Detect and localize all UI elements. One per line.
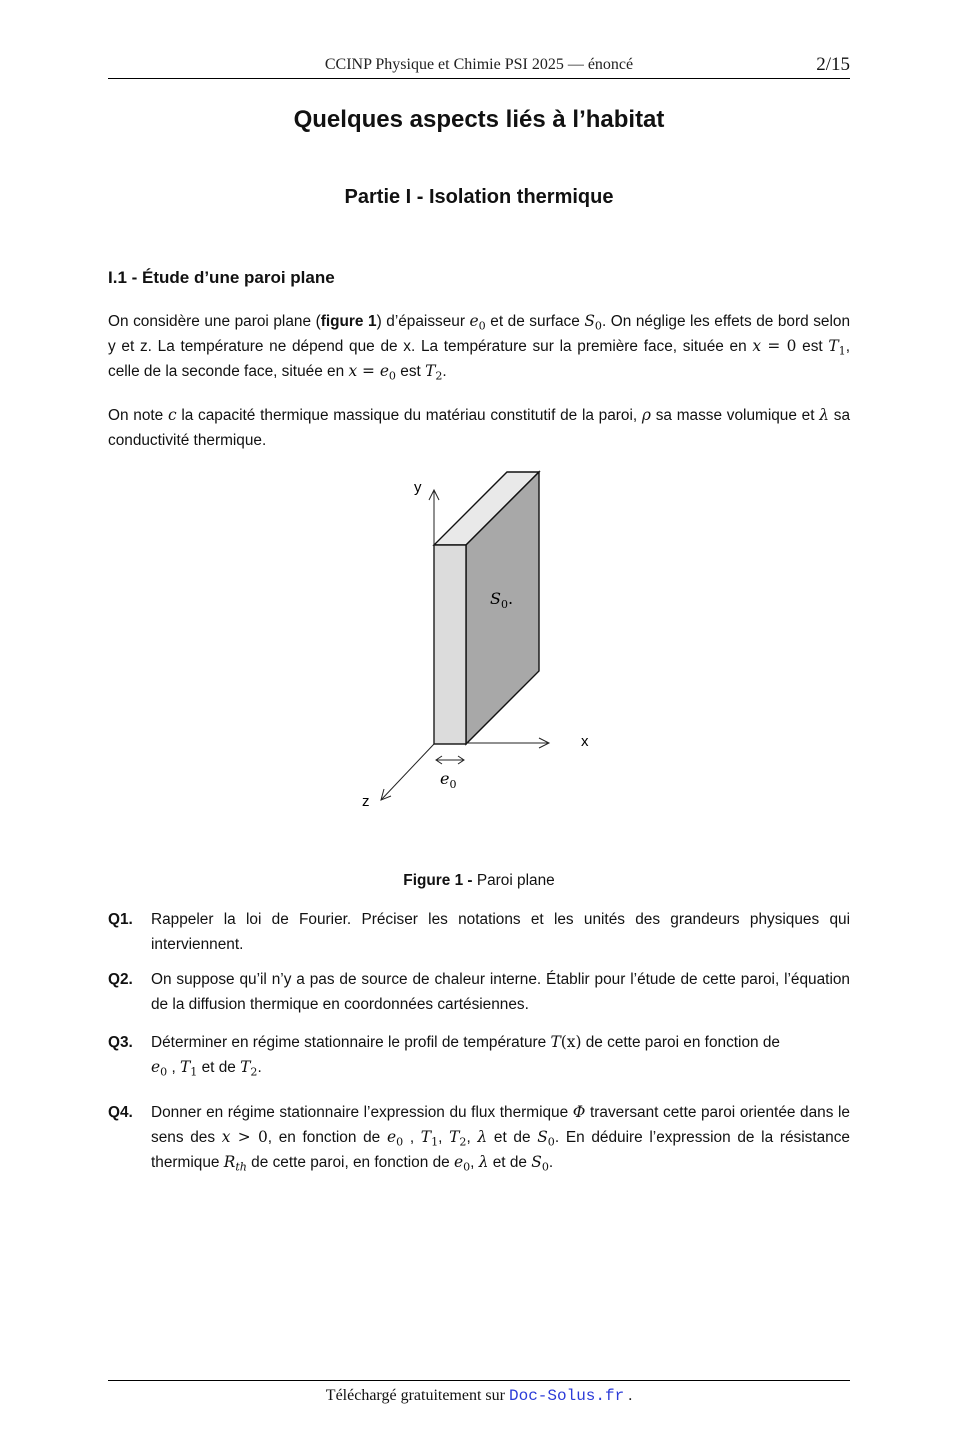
question-text: Donner en régime stationnaire l’expression du flux thermique Φ traversant cette paroi orientée dans le sens des x > 0, en fonction de $e_0$ , $T_1$, $T_2$, λ et de $S_0$. En déduire l’expression de la résistance thermique $R_{th}$ de cette paroi, en fonction de $e_0$, λ et de $S_0$. — [151, 1103, 850, 1174]
question-number: Q1. — [108, 911, 133, 928]
question-number: Q2. — [108, 971, 133, 988]
header-title: CCINP Physique et Chimie PSI 2025 — énoncé — [324, 56, 634, 73]
footer-rule — [108, 1380, 850, 1381]
figure-reference: figure 1 — [320, 313, 377, 330]
surface-label: $S_0$. — [490, 589, 514, 611]
part-title: Partie I - Isolation thermique — [344, 186, 614, 208]
thickness-label: $e_0$ — [440, 769, 457, 791]
section-title: I.1 - Étude d’une paroi plane — [108, 268, 335, 287]
question-4 — [108, 1100, 850, 1175]
page-header — [108, 54, 850, 79]
intro-paragraph: On considère une paroi plane (figure 1) d’épaisseur $e_0$ et de surface $S_0$. On néglige les effets de bord selon y et z. La température ne dépend que de x. La température sur la première face, située en x = 0 est $T_1$, celle de la seconde face, située en $x = e_0$ est $T_2$. — [108, 312, 851, 383]
doc-solus-link[interactable]: Doc-Solus.fr — [508, 1387, 625, 1405]
question-3 — [108, 1030, 850, 1080]
question-2 — [108, 967, 850, 1017]
question-1 — [108, 907, 850, 957]
question-text: Déterminer en régime stationnaire le profil de température T(x) de cette paroi en fonction de $e_0$ , $T_1$ et de $T_2$. — [151, 1033, 780, 1079]
page-footer: Téléchargé gratuitement sur Doc-Solus.fr . — [325, 1387, 633, 1405]
question-text: On suppose qu’il n’y a pas de source de chaleur interne. Établir pour l’étude de cette paroi, l’équation de la diffusion thermique en coordonnées cartésiennes. — [151, 971, 850, 1013]
question-text: Rappeler la loi de Fourier. Préciser les notations et les unités des grandeurs physiques qui interviennent. — [151, 911, 850, 953]
material-paragraph: On note c la capacité thermique massique du matériau constitutif de la paroi, ρ sa masse volumique et λ sa conductivité thermique. — [108, 406, 851, 449]
z-axis — [381, 744, 434, 800]
figure-caption: Figure 1 - Paroi plane — [403, 872, 555, 889]
question-number: Q3. — [108, 1034, 133, 1051]
z-axis-label: z — [362, 793, 370, 810]
question-number: Q4. — [108, 1104, 133, 1121]
y-axis-label: y — [414, 479, 422, 496]
document-title: Quelques aspects liés à l’habitat — [293, 106, 665, 133]
figure-plane-wall — [340, 462, 620, 822]
x-axis-label: x — [581, 733, 589, 750]
wall-front-face — [434, 545, 466, 744]
page-number: 2/15 — [816, 54, 850, 75]
